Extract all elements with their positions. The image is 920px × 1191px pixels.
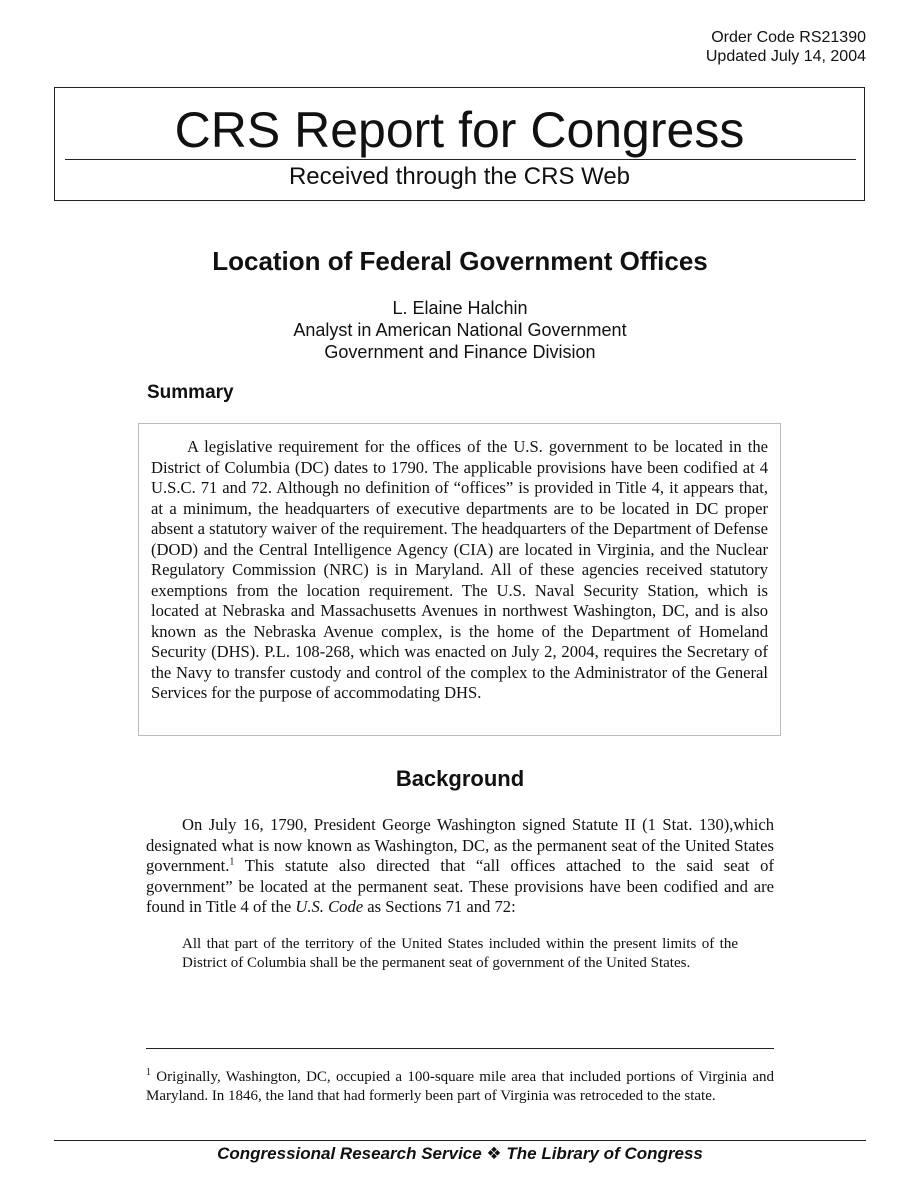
background-text-2: This statute also directed that “all offices attached to the said seat of government” be located at the permanent seat. These provisions have been codified and are found in Title 4 of the xyxy=(146,856,774,916)
author-name: L. Elaine Halchin xyxy=(392,298,528,318)
background-text-3: as Sections 71 and 72: xyxy=(363,897,516,916)
banner-title: CRS Report for Congress xyxy=(174,102,745,158)
summary-text: A legislative requirement for the offices of the U.S. government to be located in the District of Columbia (DC) dates to 1790. The applicable provisions have been codified at 4 U.S.C. 71 and 72. Although no definition of “offices” is provided in Title 4, it appears that, at a minimum, the headquarters of executive departments are to be located in DC proper absent a statutory waiver of the requirement. The headquarters of the Department of Defense (DOD) and the Central Intelligence Agency (CIA) are located in Virginia, and the Nuclear Regulatory Commission (NRC) is in Maryland. All of these agencies received statutory exemptions from the location requirement. The U.S. Naval Security Station, which is located at Nebraska and Massachusetts Avenues in northwest Washington, DC, and is also known as the Nebraska Avenue complex, is the home of the Department of Homeland Security (DHS). P.L. 108-268, which was enacted on July 2, 2004, requires the Secretary of the Navy to transfer custody and control of the complex to the Administrator of the General Services for the purpose of accommodating DHS. xyxy=(151,437,768,702)
block-quote: All that part of the territory of the United States included within the present limits of the District of Columbia shall be the permanent seat of government of the United States. xyxy=(182,936,738,971)
footnote-divider xyxy=(146,1048,774,1049)
footnote xyxy=(146,1068,774,1105)
footnote-reference[interactable]: 1 xyxy=(229,856,235,868)
footnote-text: Originally, Washington, DC, occupied a 100-square mile area that included portions of Virginia and Maryland. In 1846, the land that had formerly been part of Virginia was retroceded to the state. xyxy=(146,1069,774,1104)
footnote-number: 1 xyxy=(146,1067,151,1078)
page-footer: Congressional Research Service ❖ The Library of Congress xyxy=(217,1144,703,1163)
summary-box xyxy=(138,423,781,736)
author-block xyxy=(0,297,920,363)
background-heading: Background xyxy=(395,766,525,791)
background-paragraph xyxy=(146,815,774,918)
author-division: Government and Finance Division xyxy=(324,342,596,362)
order-code: Order Code RS21390 xyxy=(711,29,866,46)
crs-banner xyxy=(54,87,865,201)
us-code-italic: U.S. Code xyxy=(295,897,364,916)
order-info xyxy=(706,28,866,66)
banner-divider xyxy=(65,159,856,160)
summary-heading: Summary xyxy=(147,382,234,403)
background-text-1: On July 16, 1790, President George Washington signed Statute II (1 Stat. 130),which designated what is now known as Washington, DC, as the permanent seat of the United States government. xyxy=(146,815,774,875)
author-position: Analyst in American National Government xyxy=(293,320,627,340)
updated-date: Updated July 14, 2004 xyxy=(705,48,866,65)
report-title: Location of Federal Government Offices xyxy=(212,246,708,276)
banner-subtitle: Received through the CRS Web xyxy=(288,163,631,190)
footer-divider xyxy=(54,1140,866,1141)
